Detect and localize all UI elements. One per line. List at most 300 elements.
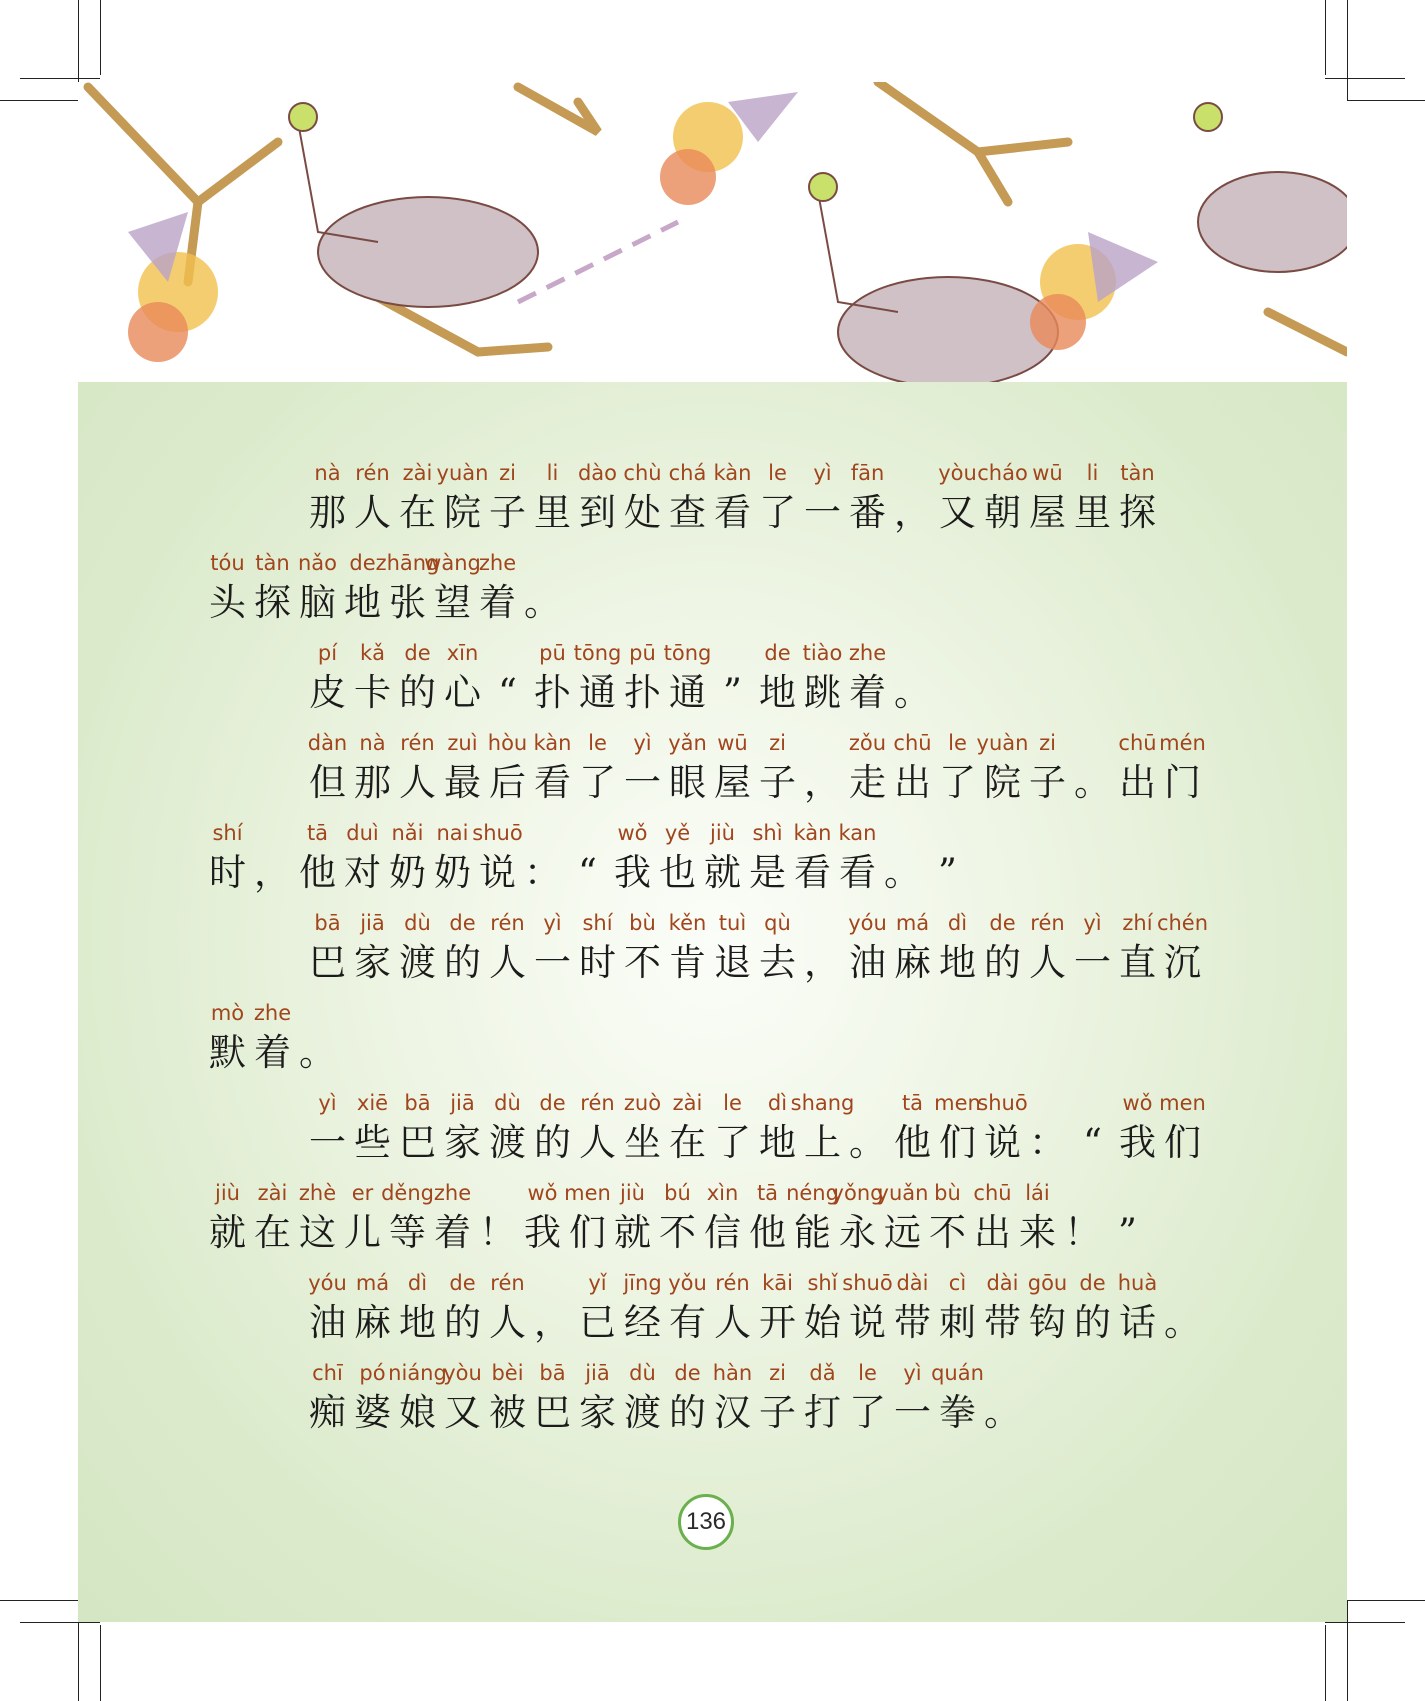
char-unit	[620, 728, 665, 808]
hanzi: 话	[1119, 1301, 1156, 1344]
hanzi: 处	[624, 491, 661, 534]
hanzi: 了	[579, 761, 616, 804]
pinyin: zhí	[1122, 911, 1153, 935]
hanzi: 沉	[1164, 941, 1201, 984]
pinyin: jiā	[450, 1091, 475, 1115]
hanzi: ”	[723, 671, 742, 714]
char-unit	[430, 818, 475, 898]
char-unit	[890, 1358, 935, 1438]
crop-mark	[1325, 0, 1326, 75]
char-unit	[935, 1268, 980, 1348]
hanzi: 探	[1119, 491, 1156, 534]
pinyin: yǎn	[668, 731, 707, 755]
pinyin: zài	[672, 1091, 703, 1115]
char-unit	[430, 1178, 475, 1258]
hanzi: 始	[804, 1301, 841, 1344]
pinyin: tuì	[718, 911, 747, 935]
char-unit	[665, 458, 710, 538]
hanzi: 扑	[624, 671, 661, 714]
hanzi: 我	[524, 1211, 561, 1254]
pinyin: yì	[633, 731, 652, 755]
pinyin: dào	[577, 461, 618, 485]
hanzi: 跳	[804, 671, 841, 714]
pinyin: kāi	[762, 1271, 793, 1295]
hanzi: 院	[444, 491, 481, 534]
hanzi: 地	[759, 671, 796, 714]
hanzi: 他	[299, 851, 336, 894]
text-line	[305, 728, 1205, 808]
hanzi: 被	[489, 1391, 526, 1434]
pinyin: le	[948, 731, 967, 755]
pinyin: yuǎn	[876, 1181, 929, 1205]
char-unit	[305, 1088, 350, 1168]
char-unit	[575, 458, 620, 538]
crop-mark	[0, 100, 80, 101]
pinyin: yǐ	[588, 1271, 607, 1295]
char-unit	[755, 1268, 800, 1348]
hanzi: 家	[354, 941, 391, 984]
pinyin: jiā	[360, 911, 385, 935]
hanzi: ！	[1064, 1211, 1101, 1254]
char-unit	[1070, 1088, 1115, 1168]
char-unit	[565, 1178, 610, 1258]
char-unit	[440, 1088, 485, 1168]
char-unit	[350, 1268, 395, 1348]
hanzi: 渡	[489, 1121, 526, 1164]
pinyin: rén	[580, 1091, 615, 1115]
text-line	[305, 458, 1160, 538]
hanzi: 信	[704, 1211, 741, 1254]
crop-mark	[100, 1625, 101, 1701]
pinyin: nà	[359, 731, 386, 755]
hanzi: 地	[759, 1121, 796, 1164]
char-unit	[350, 1088, 395, 1168]
char-unit	[575, 908, 620, 988]
char-unit	[800, 458, 845, 538]
char-unit	[530, 1088, 575, 1168]
hanzi: 屋	[1029, 491, 1066, 534]
pinyin: men	[1159, 1091, 1206, 1115]
pinyin: zǒu	[848, 731, 887, 755]
char-unit	[575, 638, 620, 718]
hanzi: ！	[479, 1211, 516, 1254]
hanzi: 看	[534, 761, 571, 804]
hanzi: 查	[669, 491, 706, 534]
char-unit	[925, 1178, 970, 1258]
char-unit	[1156, 908, 1209, 988]
hanzi: 一	[894, 1391, 931, 1434]
pinyin: shí	[212, 821, 243, 845]
char-unit	[530, 458, 575, 538]
pinyin: zuò	[623, 1091, 662, 1115]
hanzi: 家	[444, 1121, 481, 1164]
hanzi: 们	[569, 1211, 606, 1254]
char-unit	[1070, 458, 1115, 538]
page-number: 136	[678, 1494, 734, 1550]
pinyin: de	[449, 911, 476, 935]
hanzi: 里	[1074, 491, 1111, 534]
hanzi: 子	[759, 1391, 796, 1434]
char-unit	[530, 728, 575, 808]
hanzi: 他	[894, 1121, 931, 1164]
hanzi: 时	[209, 851, 246, 894]
hanzi: 在	[254, 1211, 291, 1254]
pinyin: rén	[715, 1271, 750, 1295]
char-unit	[1105, 1178, 1150, 1258]
pinyin: bā	[314, 911, 341, 935]
pinyin: tàn	[255, 551, 290, 575]
pinyin: zi	[499, 461, 516, 485]
pinyin: tā	[306, 821, 329, 845]
char-unit	[977, 458, 1028, 538]
pinyin: tā	[756, 1181, 779, 1205]
char-unit	[485, 1358, 530, 1438]
hanzi: 在	[669, 1121, 706, 1164]
pinyin: yòu	[443, 1361, 482, 1385]
hanzi: 那	[354, 761, 391, 804]
char-unit	[250, 818, 295, 898]
pinyin: er	[351, 1181, 374, 1205]
crop-mark	[1345, 1600, 1425, 1601]
hanzi: 卡	[354, 671, 391, 714]
hanzi: 来	[1019, 1211, 1056, 1254]
char-unit	[1160, 1268, 1205, 1348]
char-unit	[485, 728, 530, 808]
char-unit	[575, 1088, 620, 1168]
hanzi: 。	[849, 1121, 886, 1164]
hanzi: 的	[669, 1391, 706, 1434]
char-unit	[845, 908, 890, 988]
char-unit	[890, 908, 935, 988]
pinyin: yì	[903, 1361, 922, 1385]
hanzi: ：	[524, 851, 561, 894]
char-unit	[388, 1358, 447, 1438]
hanzi: 人	[354, 491, 391, 534]
pinyin: mén	[1159, 731, 1206, 755]
hanzi: 已	[579, 1301, 616, 1344]
hanzi: 的	[399, 671, 436, 714]
pinyin: pí	[317, 641, 338, 665]
pinyin: zài	[402, 461, 433, 485]
hanzi: 巴	[309, 941, 346, 984]
pinyin: quán	[931, 1361, 984, 1385]
pinyin: hàn	[712, 1361, 753, 1385]
pinyin: dì	[767, 1091, 788, 1115]
hanzi: 眼	[669, 761, 706, 804]
char-unit	[1025, 1088, 1070, 1168]
char-unit	[800, 638, 845, 718]
hanzi: 看	[794, 851, 831, 894]
char-unit	[395, 458, 440, 538]
hanzi: 退	[714, 941, 751, 984]
pinyin: kàn	[713, 461, 752, 485]
char-unit	[620, 638, 665, 718]
char-unit	[710, 908, 755, 988]
pinyin: kàn	[533, 731, 572, 755]
hanzi: 他	[749, 1211, 786, 1254]
hanzi: 说	[479, 851, 516, 894]
hanzi: 通	[579, 671, 616, 714]
hanzi: 的	[984, 941, 1021, 984]
text-line	[205, 998, 340, 1078]
pinyin: zuì	[447, 731, 478, 755]
char-unit	[295, 548, 340, 628]
hanzi: 一	[1074, 941, 1111, 984]
hanzi: 们	[939, 1121, 976, 1164]
pinyin: rén	[400, 731, 435, 755]
char-unit	[395, 908, 440, 988]
pinyin: huà	[1117, 1271, 1158, 1295]
char-unit	[665, 728, 710, 808]
char-unit	[710, 1358, 755, 1438]
char-unit	[1060, 1178, 1105, 1258]
pinyin: de	[349, 551, 376, 575]
hanzi: 又	[444, 1391, 481, 1434]
char-unit	[305, 458, 350, 538]
pinyin: jiù	[215, 1181, 240, 1205]
pinyin: shǐ	[807, 1271, 838, 1295]
char-unit	[755, 638, 800, 718]
mantis-banner-illustration	[78, 82, 1347, 382]
hanzi: “	[498, 671, 517, 714]
pinyin: bā	[539, 1361, 566, 1385]
pinyin: wǒ	[617, 821, 648, 845]
char-unit	[890, 1088, 935, 1168]
hanzi: 一	[534, 941, 571, 984]
hanzi: 一	[624, 761, 661, 804]
hanzi: “	[578, 851, 597, 894]
char-unit	[520, 548, 565, 628]
char-unit	[800, 1268, 845, 1348]
pinyin: shang	[790, 1091, 855, 1115]
hanzi: 门	[1164, 761, 1201, 804]
hanzi: 油	[849, 941, 886, 984]
pinyin: nà	[314, 461, 341, 485]
pinyin: men	[564, 1181, 611, 1205]
char-unit	[485, 1268, 530, 1348]
pinyin: le	[768, 461, 787, 485]
char-unit	[440, 1358, 485, 1438]
hanzi: 家	[579, 1391, 616, 1434]
char-unit	[665, 908, 710, 988]
char-unit	[395, 1268, 440, 1348]
pinyin: chū	[973, 1181, 1012, 1205]
char-unit	[440, 638, 485, 718]
char-unit	[786, 1178, 839, 1258]
hanzi: 了	[849, 1391, 886, 1434]
hanzi: 的	[444, 941, 481, 984]
hanzi: 打	[804, 1391, 841, 1434]
char-unit	[350, 458, 395, 538]
crop-mark	[100, 0, 101, 75]
pinyin: tiào	[802, 641, 843, 665]
crop-mark	[1325, 1622, 1405, 1623]
char-unit	[1115, 1088, 1160, 1168]
char-unit	[395, 728, 440, 808]
pinyin: chū	[893, 731, 932, 755]
pinyin: niáng	[388, 1361, 447, 1385]
hanzi: 渡	[624, 1391, 661, 1434]
hanzi: 巴	[534, 1391, 571, 1434]
hanzi: 。	[299, 1031, 336, 1074]
pinyin: chī	[312, 1361, 343, 1385]
pinyin: dì	[947, 911, 968, 935]
hanzi: 看	[839, 851, 876, 894]
hanzi: 刺	[939, 1301, 976, 1344]
char-unit	[440, 728, 485, 808]
char-unit	[530, 908, 575, 988]
hanzi: 院	[984, 761, 1021, 804]
char-unit	[620, 1268, 665, 1348]
pinyin: zài	[257, 1181, 288, 1205]
hanzi: ，	[254, 851, 291, 894]
hanzi: 子	[1029, 761, 1066, 804]
char-unit	[610, 1178, 655, 1258]
char-unit	[710, 728, 755, 808]
char-unit	[620, 908, 665, 988]
pinyin: jiù	[620, 1181, 645, 1205]
pinyin: zhe	[478, 551, 517, 575]
char-unit	[755, 908, 800, 988]
char-unit	[305, 908, 350, 988]
pinyin: zhè	[298, 1181, 337, 1205]
hanzi: 里	[534, 491, 571, 534]
char-unit	[440, 908, 485, 988]
text-line	[205, 818, 970, 898]
pinyin: le	[858, 1361, 877, 1385]
hanzi: 奶	[389, 851, 426, 894]
hanzi: 时	[579, 941, 616, 984]
char-unit	[350, 638, 395, 718]
pinyin: rén	[355, 461, 390, 485]
hanzi: 儿	[344, 1211, 381, 1254]
hanzi: 了	[939, 761, 976, 804]
pinyin: xiē	[356, 1091, 389, 1115]
char-unit	[340, 818, 385, 898]
char-unit	[970, 1178, 1015, 1258]
pinyin: shì	[752, 821, 783, 845]
pinyin: nǎo	[297, 551, 338, 575]
pinyin: de	[539, 1091, 566, 1115]
hanzi: 奶	[434, 851, 471, 894]
crop-mark	[1347, 0, 1348, 100]
char-unit	[1070, 728, 1115, 808]
crop-mark	[1345, 100, 1425, 101]
crop-mark	[0, 1600, 80, 1601]
pinyin: zi	[1039, 731, 1056, 755]
pinyin: rén	[1030, 911, 1065, 935]
hanzi: 。	[524, 581, 561, 624]
hanzi: 头	[209, 581, 246, 624]
pinyin: dù	[494, 1091, 521, 1115]
hanzi: 麻	[354, 1301, 391, 1344]
char-unit	[700, 818, 745, 898]
pinyin: wū	[1032, 461, 1063, 485]
hanzi: 经	[624, 1301, 661, 1344]
hanzi: ，	[894, 491, 931, 534]
pinyin: jiù	[710, 821, 735, 845]
pinyin: mò	[210, 1001, 245, 1025]
char-unit	[890, 458, 935, 538]
char-unit	[790, 818, 835, 898]
pinyin: duì	[346, 821, 379, 845]
char-unit	[880, 818, 925, 898]
pinyin: má	[355, 1271, 390, 1295]
hanzi: 的	[444, 1301, 481, 1344]
hanzi: ，	[534, 1301, 571, 1344]
hanzi: 坐	[624, 1121, 661, 1164]
hanzi: 上	[804, 1121, 841, 1164]
char-unit	[980, 908, 1025, 988]
hanzi: 也	[659, 851, 696, 894]
hanzi: 拳	[939, 1391, 976, 1434]
pinyin: zhe	[433, 1181, 472, 1205]
char-unit	[890, 728, 935, 808]
hanzi: 人	[489, 1301, 526, 1344]
hanzi: 着	[479, 581, 516, 624]
crop-mark	[1347, 1600, 1348, 1701]
hanzi: “	[1083, 1121, 1102, 1164]
pinyin: kǎ	[359, 641, 386, 665]
pinyin: jiā	[585, 1361, 610, 1385]
char-unit	[745, 1178, 790, 1258]
char-unit	[620, 458, 665, 538]
hanzi: 等	[389, 1211, 426, 1254]
pinyin: zhe	[253, 1001, 292, 1025]
char-unit	[655, 1178, 700, 1258]
pinyin: chū	[1118, 731, 1157, 755]
char-unit	[845, 728, 890, 808]
pinyin: bā	[404, 1091, 431, 1115]
pinyin: wū	[717, 731, 748, 755]
pinyin: bù	[934, 1181, 961, 1205]
pinyin: wǒ	[1122, 1091, 1153, 1115]
pinyin: tōng	[573, 641, 622, 665]
hanzi: 地	[399, 1301, 436, 1344]
pinyin: yǒu	[668, 1271, 707, 1295]
hanzi: 带	[984, 1301, 1021, 1344]
hanzi: 人	[489, 941, 526, 984]
hanzi: 扑	[534, 671, 571, 714]
char-unit	[665, 1088, 710, 1168]
pinyin: chén	[1156, 911, 1209, 935]
char-unit	[205, 998, 250, 1078]
pinyin: yuàn	[976, 731, 1029, 755]
hanzi: 张	[389, 581, 426, 624]
char-unit	[935, 458, 980, 538]
pinyin: de	[674, 1361, 701, 1385]
char-unit	[340, 1178, 385, 1258]
char-unit	[530, 638, 575, 718]
pinyin: zhe	[848, 641, 887, 665]
hanzi: 。	[884, 851, 921, 894]
char-unit	[1025, 458, 1070, 538]
hanzi: 人	[714, 1301, 751, 1344]
char-unit	[665, 1358, 710, 1438]
pinyin: men	[934, 1091, 981, 1115]
char-unit	[1015, 1178, 1060, 1258]
char-unit	[800, 728, 845, 808]
char-unit	[755, 728, 800, 808]
hanzi: 的	[1074, 1301, 1111, 1344]
char-unit	[755, 1358, 800, 1438]
char-unit	[925, 818, 970, 898]
pinyin: nai	[436, 821, 469, 845]
hanzi: 人	[579, 1121, 616, 1164]
char-unit	[976, 728, 1029, 808]
char-unit	[1025, 1268, 1070, 1348]
char-unit	[790, 1088, 855, 1168]
